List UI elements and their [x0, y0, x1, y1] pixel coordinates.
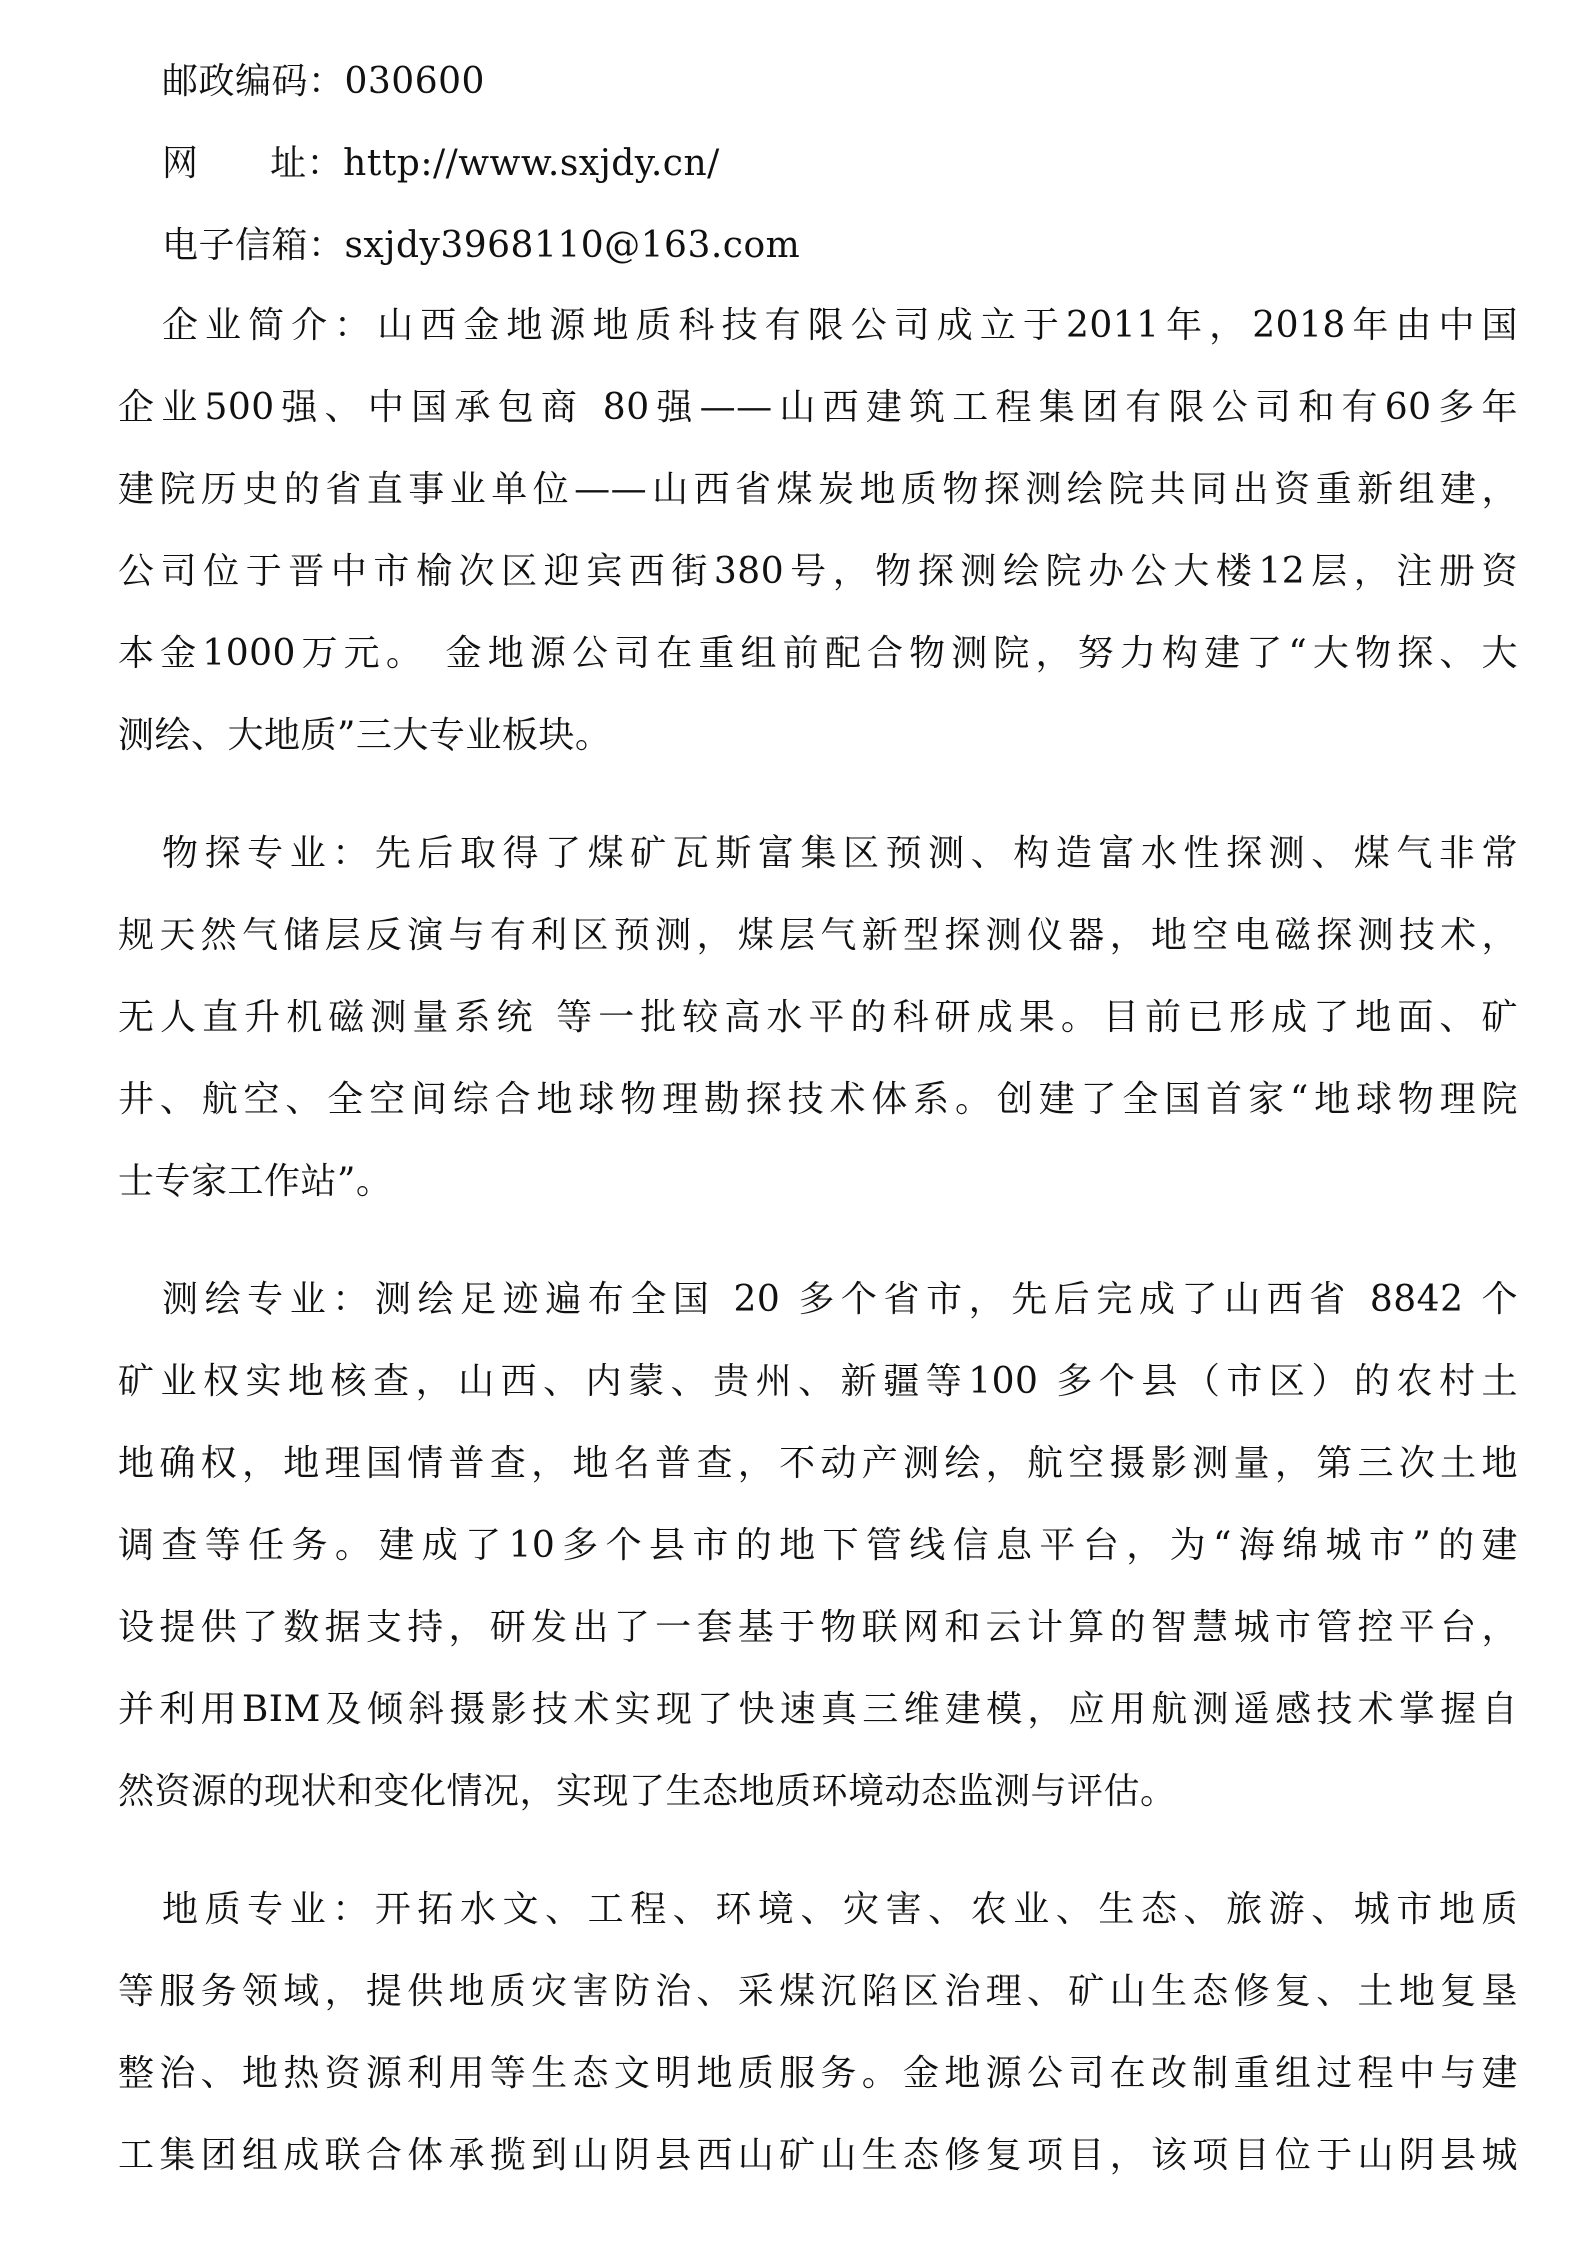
geology-line: 整治、地热资源利用等生态文明地质服务。金地源公司在改制重组过程中与建 [118, 2053, 1518, 2094]
geology-line: 等服务领域，提供地质灾害防治、采煤沉陷区治理、矿山生态修复、土地复垦 [118, 1971, 1518, 2012]
geophysics-line: 士专家工作站”。 [118, 1161, 393, 1202]
surveying-line: 测绘专业：测绘足迹遍布全国 20 多个省市，先后完成了山西省 8842 个 [162, 1279, 1518, 1320]
surveying-line: 调查等任务。建成了10多个县市的地下管线信息平台，为“海绵城市”的建 [118, 1525, 1518, 1566]
geophysics-line: 井、航空、全空间综合地球物理勘探技术体系。创建了全国首家“地球物理院 [118, 1079, 1518, 1120]
geology-line: 地质专业：开拓水文、工程、环境、灾害、农业、生态、旅游、城市地质 [162, 1889, 1518, 1930]
email-line: 电子信箱：sxjdy3968110@163.com [162, 225, 801, 266]
intro-line: 本金1000万元。 金地源公司在重组前配合物测院，努力构建了“大物探、大 [118, 633, 1518, 674]
surveying-line: 地确权，地理国情普查，地名普查，不动产测绘，航空摄影测量，第三次土地 [118, 1443, 1518, 1484]
intro-line: 公司位于晋中市榆次区迎宾西街380号，物探测绘院办公大楼12层，注册资 [118, 551, 1518, 592]
surveying-line: 矿业权实地核查，山西、内蒙、贵州、新疆等100 多个县（市区）的农村土 [118, 1361, 1518, 1402]
geophysics-line: 规天然气储层反演与有利区预测，煤层气新型探测仪器，地空电磁探测技术， [118, 915, 1518, 956]
postcode-line: 邮政编码：030600 [162, 61, 485, 102]
surveying-line: 设提供了数据支持，研发出了一套基于物联网和云计算的智慧城市管控平台， [118, 1607, 1518, 1648]
intro-line: 建院历史的省直事业单位——山西省煤炭地质物探测绘院共同出资重新组建， [118, 469, 1518, 510]
intro-line: 企业简介：山西金地源地质科技有限公司成立于2011年，2018年由中国 [162, 305, 1518, 346]
geophysics-line: 无人直升机磁测量系统 等一批较高水平的科研成果。目前已形成了地面、矿 [118, 997, 1518, 1038]
intro-line: 企业500强、中国承包商 80强——山西建筑工程集团有限公司和有60多年 [118, 387, 1518, 428]
surveying-line: 并利用BIM及倾斜摄影技术实现了快速真三维建模，应用航测遥感技术掌握自 [118, 1689, 1518, 1730]
surveying-line: 然资源的现状和变化情况，实现了生态地质环境动态监测与评估。 [118, 1771, 1177, 1812]
intro-line: 测绘、大地质”三大专业板块。 [118, 715, 612, 756]
geology-line: 工集团组成联合体承揽到山阴县西山矿山生态修复项目，该项目位于山阴县城 [118, 2135, 1518, 2176]
geophysics-line: 物探专业：先后取得了煤矿瓦斯富集区预测、构造富水性探测、煤气非常 [162, 833, 1518, 874]
website-line: 网 址：http://www.sxjdy.cn/ [162, 143, 720, 184]
